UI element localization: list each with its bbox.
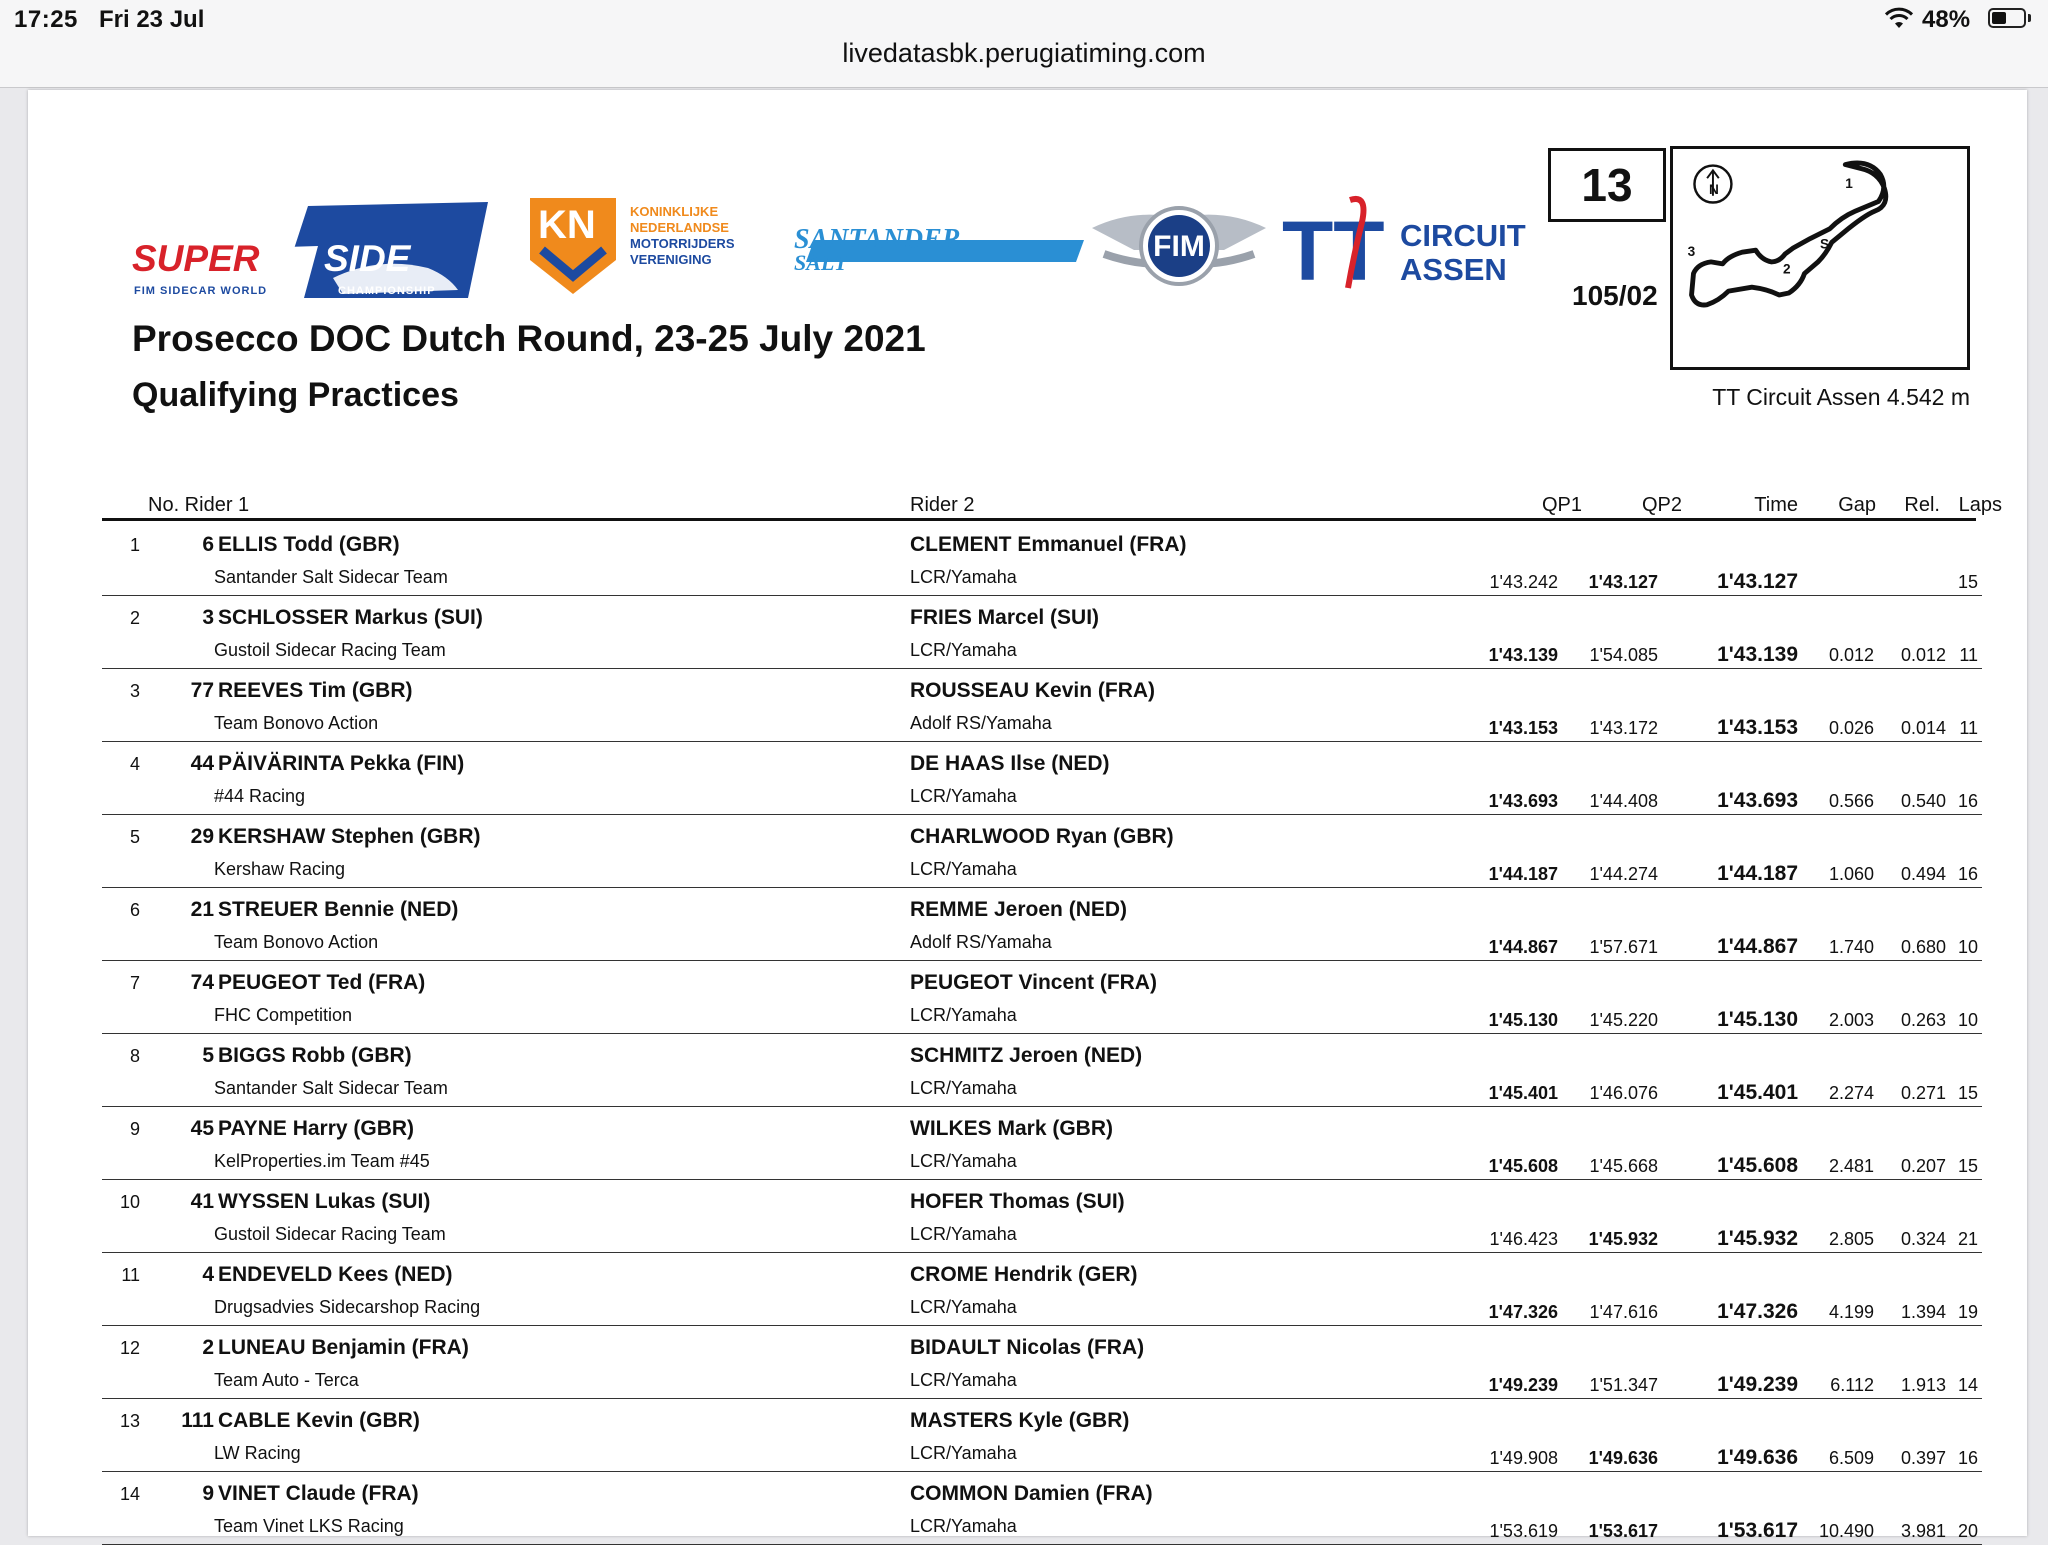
rider-1-name: BIGGS Robb (GBR)	[218, 1044, 412, 1067]
machine: Adolf RS/Yamaha	[910, 713, 1052, 733]
position: 3	[129, 681, 140, 701]
rider-2-name: FRIES Marcel (SUI)	[910, 606, 1100, 629]
track-name: TT Circuit Assen 4.542 m	[1712, 384, 1970, 410]
date: Fri 23 Jul	[99, 6, 205, 33]
qp2-time: 1'45.932	[1588, 1229, 1658, 1249]
knmv-line-3: MOTORRIJDERS	[630, 236, 735, 251]
best-time: 1'45.608	[1717, 1154, 1798, 1177]
machine: LCR/Yamaha	[910, 1516, 1017, 1536]
superside-word-2: SIDE	[324, 238, 411, 279]
fim-text: FIM	[1153, 230, 1205, 263]
rider-2-name: CLEMENT Emmanuel (FRA)	[910, 533, 1187, 556]
position: 5	[129, 827, 140, 847]
turn-3-label: 3	[1687, 244, 1696, 260]
gap: 2.805	[1828, 1229, 1874, 1249]
machine: LCR/Yamaha	[910, 1224, 1017, 1244]
table-row	[102, 595, 1982, 669]
relative-gap: 0.494	[1900, 864, 1946, 884]
race-number: 4	[202, 1263, 214, 1286]
knmv-line-4: VERENIGING	[630, 252, 712, 267]
race-number: 9	[202, 1482, 214, 1505]
best-time: 1'43.693	[1717, 789, 1798, 812]
laps: 19	[1957, 1302, 1978, 1322]
qp1-time: 1'45.608	[1488, 1156, 1558, 1176]
rider-2-name: CROME Hendrik (GER)	[910, 1263, 1138, 1286]
race-number: 21	[190, 898, 214, 921]
machine: Adolf RS/Yamaha	[910, 932, 1052, 952]
rider-1-name: PEUGEOT Ted (FRA)	[218, 971, 426, 994]
clock: 17:25	[14, 6, 78, 33]
machine: LCR/Yamaha	[910, 786, 1017, 806]
header-laps: Laps	[1958, 494, 2002, 516]
machine: LCR/Yamaha	[910, 1297, 1017, 1317]
position: 12	[119, 1338, 140, 1358]
gap: 2.274	[1828, 1083, 1874, 1103]
results-document	[28, 90, 2027, 1542]
header-no-rider1: No. Rider 1	[148, 494, 250, 516]
race-number: 45	[190, 1117, 214, 1140]
race-number: 111	[181, 1409, 214, 1432]
rider-1-name: PAYNE Harry (GBR)	[218, 1117, 415, 1140]
race-number: 74	[190, 971, 214, 994]
team-name: Team Auto - Terca	[214, 1370, 359, 1390]
rider-1-name: WYSSEN Lukas (SUI)	[218, 1190, 431, 1213]
race-number: 41	[190, 1190, 214, 1213]
rider-1-name: CABLE Kevin (GBR)	[218, 1409, 420, 1432]
laps: 21	[1957, 1229, 1978, 1249]
laps: 16	[1957, 864, 1978, 884]
laps: 15	[1957, 572, 1978, 592]
best-time: 1'45.130	[1717, 1008, 1798, 1031]
qp1-time: 1'43.139	[1488, 645, 1558, 665]
position: 4	[129, 754, 140, 774]
race-number: 77	[190, 679, 214, 702]
team-name: Team Bonovo Action	[214, 713, 379, 733]
header-gap: Gap	[1838, 494, 1876, 516]
superside-tag-1: FIM SIDECAR WORLD	[134, 285, 268, 297]
header-rider2: Rider 2	[910, 494, 975, 516]
knmv-line-2: NEDERLANDSE	[630, 220, 729, 235]
laps: 16	[1957, 791, 1978, 811]
relative-gap: 1.394	[1900, 1302, 1946, 1322]
table-row	[102, 1033, 1982, 1107]
rider-1-name: KERSHAW Stephen (GBR)	[218, 825, 481, 848]
team-name: #44 Racing	[214, 786, 306, 806]
machine: LCR/Yamaha	[910, 859, 1017, 879]
position: 6	[129, 900, 140, 920]
table-row	[102, 1398, 1982, 1472]
table-row	[102, 1325, 1982, 1399]
event-title: Prosecco DOC Dutch Round, 23-25 July 2021	[132, 318, 926, 359]
rider-1-name: VINET Claude (FRA)	[218, 1482, 419, 1505]
relative-gap: 0.540	[1900, 791, 1946, 811]
laps: 16	[1957, 1448, 1978, 1468]
header-qp2: QP2	[1641, 494, 1682, 516]
laps: 15	[1957, 1083, 1978, 1103]
qp1-time: 1'53.619	[1489, 1521, 1558, 1541]
team-name: Team Bonovo Action	[214, 932, 379, 952]
table-row	[102, 960, 1982, 1034]
rider-2-name: BIDAULT Nicolas (FRA)	[910, 1336, 1145, 1359]
team-name: Kershaw Racing	[214, 859, 346, 879]
race-number: 3	[202, 606, 214, 629]
qp2-time: 1'44.408	[1589, 791, 1658, 811]
superside-logo	[128, 194, 520, 304]
qp2-time: 1'53.617	[1588, 1521, 1658, 1541]
relative-gap: 0.012	[1900, 645, 1946, 665]
team-name: KelProperties.im Team #45	[214, 1151, 430, 1171]
header-time: Time	[1754, 494, 1798, 516]
laps: 11	[1959, 645, 1978, 665]
team-name: Gustoil Sidecar Racing Team	[214, 1224, 446, 1244]
qp1-time: 1'43.153	[1488, 718, 1558, 738]
rider-2-name: COMMON Damien (FRA)	[910, 1482, 1153, 1505]
wifi-icon	[1884, 7, 1914, 29]
round-number: 13	[1548, 148, 1666, 222]
gap: 6.112	[1830, 1375, 1874, 1395]
knmv-line-1: KONINKLIJKE	[630, 204, 719, 219]
relative-gap: 0.014	[1900, 718, 1946, 738]
knmv-mark: KN	[538, 203, 596, 247]
laps: 14	[1957, 1375, 1978, 1395]
laps: 10	[1957, 1010, 1978, 1030]
rider-2-name: HOFER Thomas (SUI)	[910, 1190, 1125, 1213]
qp2-time: 1'45.668	[1589, 1156, 1658, 1176]
race-number: 6	[202, 533, 214, 556]
best-time: 1'44.187	[1717, 862, 1798, 885]
header-rel: Rel.	[1904, 494, 1940, 516]
header-qp1: QP1	[1541, 494, 1582, 516]
qp2-time: 1'43.172	[1589, 718, 1658, 738]
battery-nub	[2028, 14, 2031, 22]
machine: LCR/Yamaha	[910, 1151, 1017, 1171]
machine: LCR/Yamaha	[910, 1443, 1017, 1463]
rider-2-name: SCHMITZ Jeroen (NED)	[910, 1044, 1143, 1067]
team-name: FHC Competition	[214, 1005, 353, 1025]
tt-circuit-assen-logo	[1278, 194, 1558, 294]
rider-1-name: REEVES Tim (GBR)	[218, 679, 413, 702]
north-label: N	[1709, 181, 1719, 197]
rider-2-name: MASTERS Kyle (GBR)	[910, 1409, 1130, 1432]
santander-salt-logo	[784, 218, 1096, 278]
machine: LCR/Yamaha	[910, 1078, 1017, 1098]
santander-line-1: SANTANDER	[794, 224, 961, 255]
rider-2-name: ROUSSEAU Kevin (FRA)	[910, 679, 1156, 702]
table-row	[102, 887, 1982, 961]
table-row	[102, 1252, 1982, 1326]
qp2-time: 1'46.076	[1589, 1083, 1658, 1103]
team-name: Santander Salt Sidecar Team	[214, 567, 448, 587]
laps: 10	[1957, 937, 1978, 957]
session-title: Qualifying Practices	[132, 376, 459, 414]
qp2-time: 1'43.127	[1588, 572, 1658, 592]
machine: LCR/Yamaha	[910, 1370, 1017, 1390]
position: 7	[129, 973, 140, 993]
relative-gap: 1.913	[1900, 1375, 1946, 1395]
rider-1-name: LUNEAU Benjamin (FRA)	[218, 1336, 469, 1359]
rider-1-name: STREUER Bennie (NED)	[218, 898, 459, 921]
best-time: 1'47.326	[1717, 1300, 1798, 1323]
battery-level	[1992, 12, 2006, 24]
qp1-time: 1'45.401	[1488, 1083, 1558, 1103]
qp1-time: 1'43.693	[1488, 791, 1558, 811]
position: 1	[129, 535, 140, 555]
gap: 4.199	[1828, 1302, 1874, 1322]
best-time: 1'53.617	[1717, 1519, 1798, 1542]
best-time: 1'43.153	[1717, 716, 1798, 739]
table-row	[102, 668, 1982, 742]
gap: 1.740	[1828, 937, 1874, 957]
battery-percent: 48%	[1922, 6, 1971, 33]
rider-2-name: WILKES Mark (GBR)	[910, 1117, 1114, 1140]
santander-line-2: SALT	[794, 250, 848, 275]
qp2-time: 1'57.671	[1589, 937, 1658, 957]
turn-1-label: 1	[1845, 175, 1853, 191]
rider-2-name: DE HAAS Ilse (NED)	[910, 752, 1110, 775]
qp2-time: 1'54.085	[1589, 645, 1658, 665]
qp2-time: 1'49.636	[1588, 1448, 1658, 1468]
tt-line-2: ASSEN	[1400, 252, 1507, 287]
rider-2-name: PEUGEOT Vincent (FRA)	[910, 971, 1157, 994]
relative-gap: 0.271	[1900, 1083, 1946, 1103]
superside-word-1: SUPER	[132, 238, 260, 279]
tt-mark: TT	[1282, 204, 1385, 294]
position: 14	[119, 1484, 140, 1504]
team-name: Team Vinet LKS Racing	[214, 1516, 404, 1536]
qp2-time: 1'45.220	[1589, 1010, 1658, 1030]
relative-gap: 0.207	[1900, 1156, 1946, 1176]
best-time: 1'43.127	[1717, 570, 1798, 593]
laps: 20	[1957, 1521, 1978, 1541]
track-outline	[1692, 163, 1886, 305]
team-name: Gustoil Sidecar Racing Team	[214, 640, 446, 660]
browser-status-bar	[0, 0, 2048, 88]
relative-gap: 0.397	[1900, 1448, 1946, 1468]
qp2-time: 1'51.347	[1589, 1375, 1658, 1395]
rider-1-name: ENDEVELD Kees (NED)	[218, 1263, 453, 1286]
table-row	[102, 814, 1982, 888]
table-row	[102, 741, 1982, 815]
table-row	[102, 1179, 1982, 1253]
machine: LCR/Yamaha	[910, 1005, 1017, 1025]
gap: 2.481	[1828, 1156, 1874, 1176]
best-time: 1'45.932	[1717, 1227, 1798, 1250]
rider-2-name: REMME Jeroen (NED)	[910, 898, 1128, 921]
relative-gap: 0.680	[1900, 937, 1946, 957]
laps: 11	[1959, 718, 1978, 738]
position: 11	[121, 1265, 140, 1285]
qp1-time: 1'44.867	[1488, 937, 1558, 957]
gap: 10.490	[1818, 1521, 1874, 1541]
qp1-time: 1'45.130	[1488, 1010, 1558, 1030]
best-time: 1'43.139	[1717, 643, 1798, 666]
header-divider	[102, 518, 1976, 521]
qp1-time: 1'43.242	[1489, 572, 1558, 592]
track-map	[1670, 146, 1970, 370]
qp1-time: 1'49.908	[1489, 1448, 1558, 1468]
gap: 6.509	[1828, 1448, 1874, 1468]
qp1-time: 1'46.423	[1489, 1229, 1558, 1249]
best-time: 1'44.867	[1717, 935, 1798, 958]
position: 8	[129, 1046, 140, 1066]
turn-2-label: 2	[1783, 261, 1791, 277]
team-name: LW Racing	[214, 1443, 301, 1463]
best-time: 1'45.401	[1717, 1081, 1798, 1104]
position: 10	[119, 1192, 140, 1212]
relative-gap: 3.981	[1900, 1521, 1946, 1541]
rider-1-name: SCHLOSSER Markus (SUI)	[218, 606, 483, 629]
tt-line-1: CIRCUIT	[1400, 218, 1526, 253]
event-code: 105/02	[1572, 280, 1658, 311]
team-name: Santander Salt Sidecar Team	[214, 1078, 448, 1098]
gap: 0.012	[1828, 645, 1874, 665]
race-number: 5	[202, 1044, 214, 1067]
race-number: 29	[190, 825, 214, 848]
machine: LCR/Yamaha	[910, 567, 1017, 587]
table-row	[102, 522, 1982, 596]
machine: LCR/Yamaha	[910, 640, 1017, 660]
race-number: 44	[190, 752, 214, 775]
qp2-time: 1'44.274	[1589, 864, 1658, 884]
position: 9	[129, 1119, 140, 1139]
position: 2	[129, 608, 140, 628]
team-name: Drugsadvies Sidecarshop Racing	[214, 1297, 481, 1317]
best-time: 1'49.239	[1717, 1373, 1798, 1396]
knmv-logo	[526, 190, 756, 300]
gap: 0.566	[1828, 791, 1874, 811]
rider-1-name: ELLIS Todd (GBR)	[218, 533, 400, 556]
race-number: 2	[202, 1336, 214, 1359]
best-time: 1'49.636	[1717, 1446, 1798, 1469]
address-bar[interactable]: livedatasbk.perugiatiming.com	[842, 38, 1206, 68]
qp1-time: 1'44.187	[1488, 864, 1558, 884]
rider-1-name: PÄIVÄRINTA Pekka (FIN)	[218, 752, 465, 775]
superside-tag-2: CHAMPIONSHIP	[338, 285, 436, 297]
laps: 15	[1957, 1156, 1978, 1176]
table-row	[102, 1106, 1982, 1180]
gap: 0.026	[1828, 718, 1874, 738]
qp2-time: 1'47.616	[1589, 1302, 1658, 1322]
gap: 1.060	[1828, 864, 1874, 884]
start-line-label: S	[1820, 236, 1830, 252]
qp1-time: 1'47.326	[1488, 1302, 1558, 1322]
position: 13	[119, 1411, 140, 1431]
relative-gap: 0.324	[1900, 1229, 1946, 1249]
relative-gap: 0.263	[1900, 1010, 1946, 1030]
gap: 2.003	[1828, 1010, 1874, 1030]
rider-2-name: CHARLWOOD Ryan (GBR)	[910, 825, 1174, 848]
qp1-time: 1'49.239	[1488, 1375, 1558, 1395]
table-row	[102, 1471, 1982, 1545]
fim-logo	[1084, 198, 1274, 294]
